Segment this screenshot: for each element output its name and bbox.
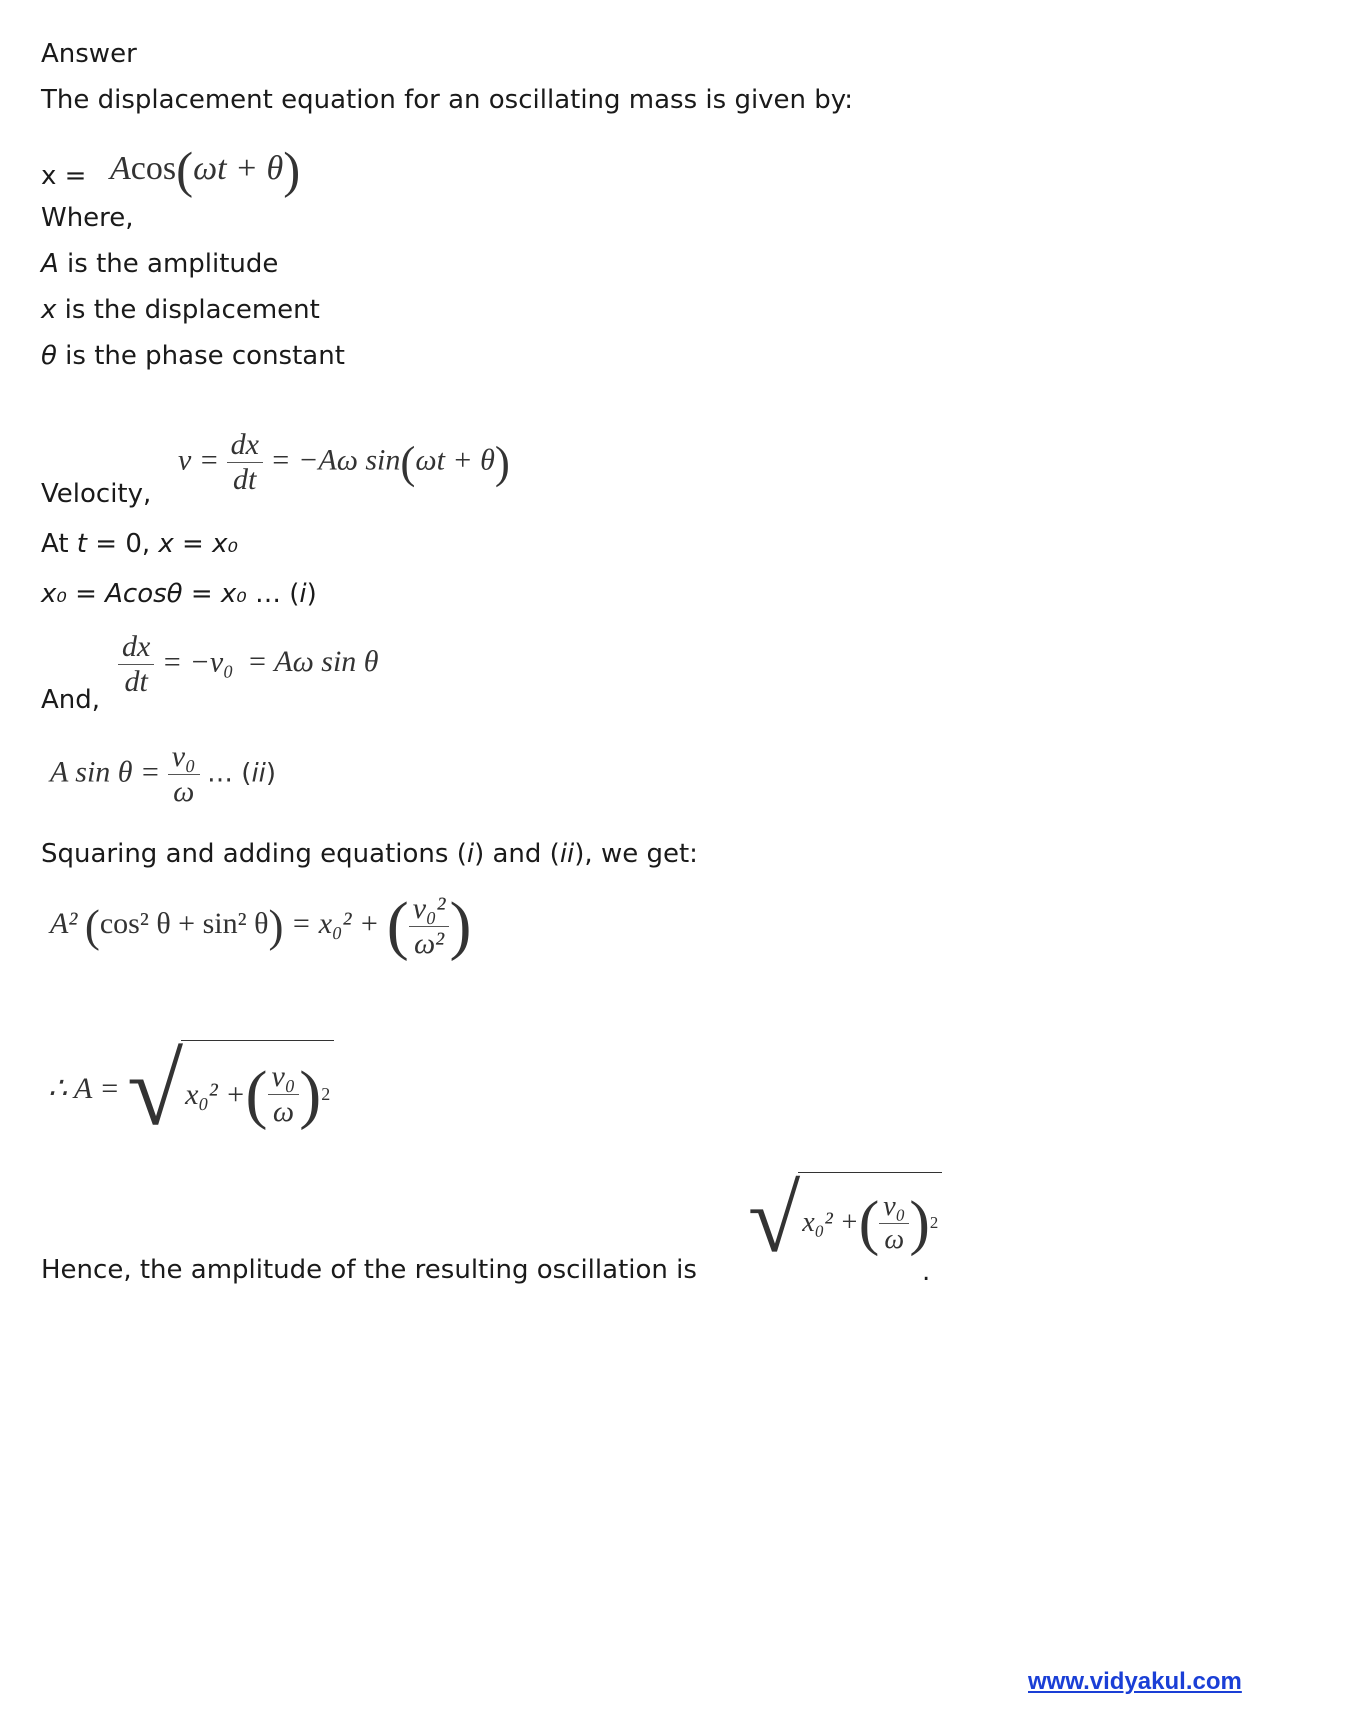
displacement-equation: Acos(ωt + θ) [110,143,301,199]
conclusion-text: Hence, the amplitude of the resulting oscillation is [41,1255,697,1285]
result-equation: ∴ A = √ x₀² + ( $\frac{\text{v₀}}{\omega}$ ) 2 [48,1040,334,1142]
initial-condition: At t = 0, x = x₀ [41,529,238,559]
and-equation: $\frac{dx}{dt}$ = −v₀ = Aω sin θ [118,630,379,699]
equation-ii: A sin θ = $\frac{\text{v₀}}{\omega}$ … (ii) [50,740,277,808]
and-label: And, [41,685,101,715]
definition-amplitude: A is the amplitude [41,249,279,279]
squaring-text: Squaring and adding equations (i) and (ii), we get: [41,839,698,869]
where-text: Where, [41,203,134,233]
conclusion-period: . [922,1257,931,1287]
x-label: x = [41,161,87,191]
definition-phase: θ is the phase constant [41,341,345,371]
definition-displacement: x is the displacement [41,295,320,325]
conclusion-equation: √ x₀² + ( $\frac{\text{v₀}}{\omega}$ ) 2 [748,1172,942,1267]
answer-heading: Answer [41,39,137,69]
velocity-label: Velocity, [41,479,152,509]
equation-i: x₀ = Acosθ = x₀ … (i) [41,579,317,609]
intro-text: The displacement equation for an oscillating mass is given by: [41,85,854,115]
velocity-equation: v = $\frac{dx}{dt}$ = −Aω sin(ωt + θ) [178,428,510,496]
footer-link[interactable]: www.vidyakul.com [1028,1668,1242,1695]
sum-equation: A² (cos² θ + sin² θ) = x₀² + ( $\frac{\text{v₀²}}{\text{ω²}}$ ) [50,889,472,962]
